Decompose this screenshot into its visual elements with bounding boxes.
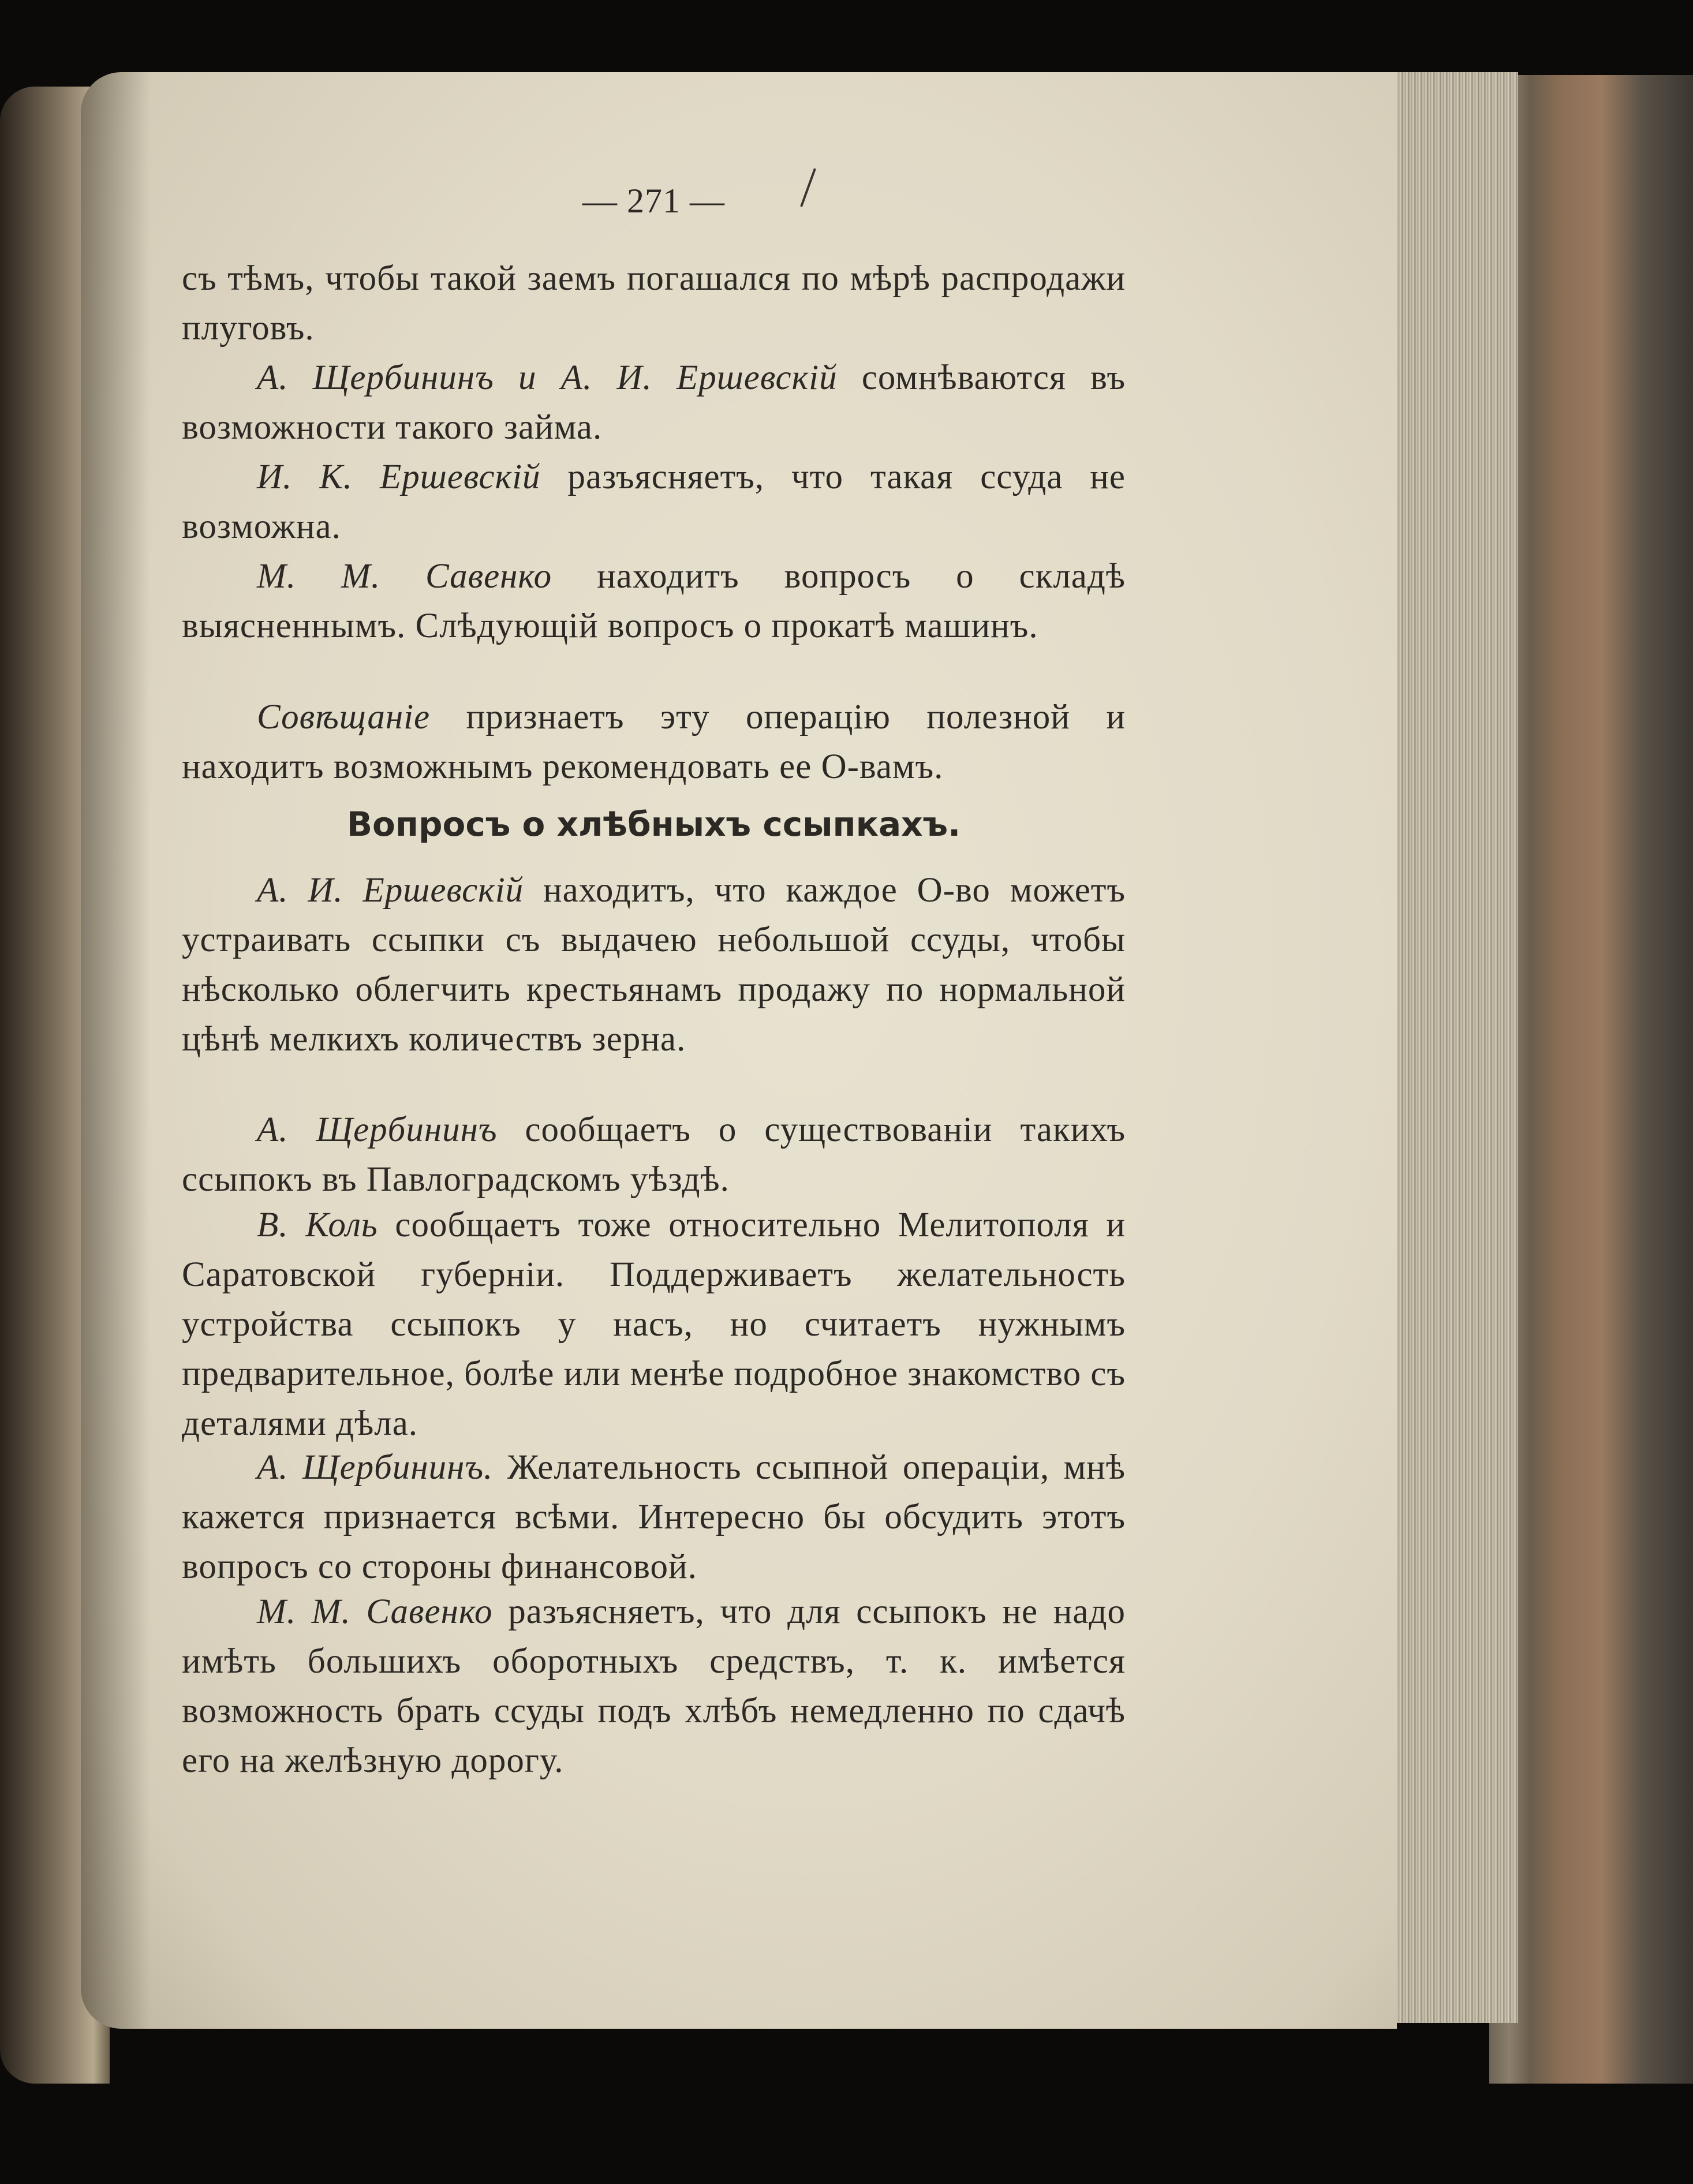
paragraph (182, 693, 1126, 792)
section-heading: Вопросъ о хлѣбныхъ ссыпкахъ. (346, 805, 961, 844)
paragraph-text: находитъ, что каждое О-во можетъ устраивать ссыпки съ выдачею небольшой ссуды, чтобы нѣсколько облегчить крестьянамъ продажу по нормальной цѣнѣ мелкихъ количествъ зерна. (182, 871, 1126, 1059)
paragraph (182, 866, 1126, 1064)
paragraph-text: находитъ вопросъ о складѣ выясненнымъ. Слѣдующій вопросъ о прокатѣ машинъ. (182, 557, 1126, 645)
paragraph-text: сомнѣваются въ возможности такого займа. (182, 358, 1126, 447)
paragraph (182, 1587, 1126, 1786)
paragraph (182, 452, 1126, 552)
paragraph-text: сообщаетъ о существованіи такихъ ссыпокъ въ Павлоградскомъ уѣздѣ. (182, 1110, 1126, 1199)
paragraph-text: разъясняетъ, что такая ссуда не возможна. (182, 458, 1126, 546)
paragraph (182, 552, 1126, 651)
speaker-name: Совѣщаніе (257, 698, 431, 736)
paragraph-text: разъясняетъ, что для ссыпокъ не надо имѣть большихъ оборотныхъ средствъ, т. к. имѣется возможность брать ссуды подъ хлѣбъ немедленно по сдачѣ его на желѣзную дорогу. (182, 1592, 1126, 1780)
paragraph-text: съ тѣмъ, чтобы такой заемъ погашался по мѣрѣ распродажи плуговъ. (182, 259, 1126, 347)
page-gutter-shadow (81, 72, 150, 2029)
paragraph (182, 353, 1126, 452)
speaker-name: А. И. Ершевскій (257, 871, 524, 910)
speaker-name: М. М. Савенко (257, 557, 552, 596)
page-number: — 271 — (582, 182, 725, 220)
speaker-name: А. Щербининъ (257, 1110, 498, 1149)
speaker-name: И. К. Ершевскій (257, 458, 541, 496)
paragraph-text: признаетъ эту операцію полезной и находитъ возможнымъ рекомендовать ее О-вамъ. (182, 698, 1126, 786)
paragraph-text: сообщаетъ тоже относительно Мелитополя и Саратовской губерніи. Поддерживаетъ желательность устройства ссыпокъ у насъ, но считаетъ нужнымъ предварительное, болѣе или менѣе подробное знакомство съ деталями дѣла. (182, 1206, 1126, 1443)
speaker-name: В. Коль (257, 1206, 378, 1244)
book-cover (1489, 75, 1693, 2084)
paragraph (182, 254, 1126, 353)
speaker-name: А. Щербининъ и А. И. Ершевскій (257, 358, 838, 397)
paragraph-text: Желательность ссыпной операціи, мнѣ кажется признается всѣми. Интересно бы обсудить этотъ вопросъ со стороны финансовой. (182, 1448, 1126, 1586)
paragraph (182, 1105, 1126, 1205)
speaker-name: А. Щербининъ. (257, 1448, 494, 1487)
paragraph (182, 1443, 1126, 1592)
paragraph (182, 1201, 1126, 1449)
speaker-name: М. М. Савенко (257, 1592, 493, 1631)
